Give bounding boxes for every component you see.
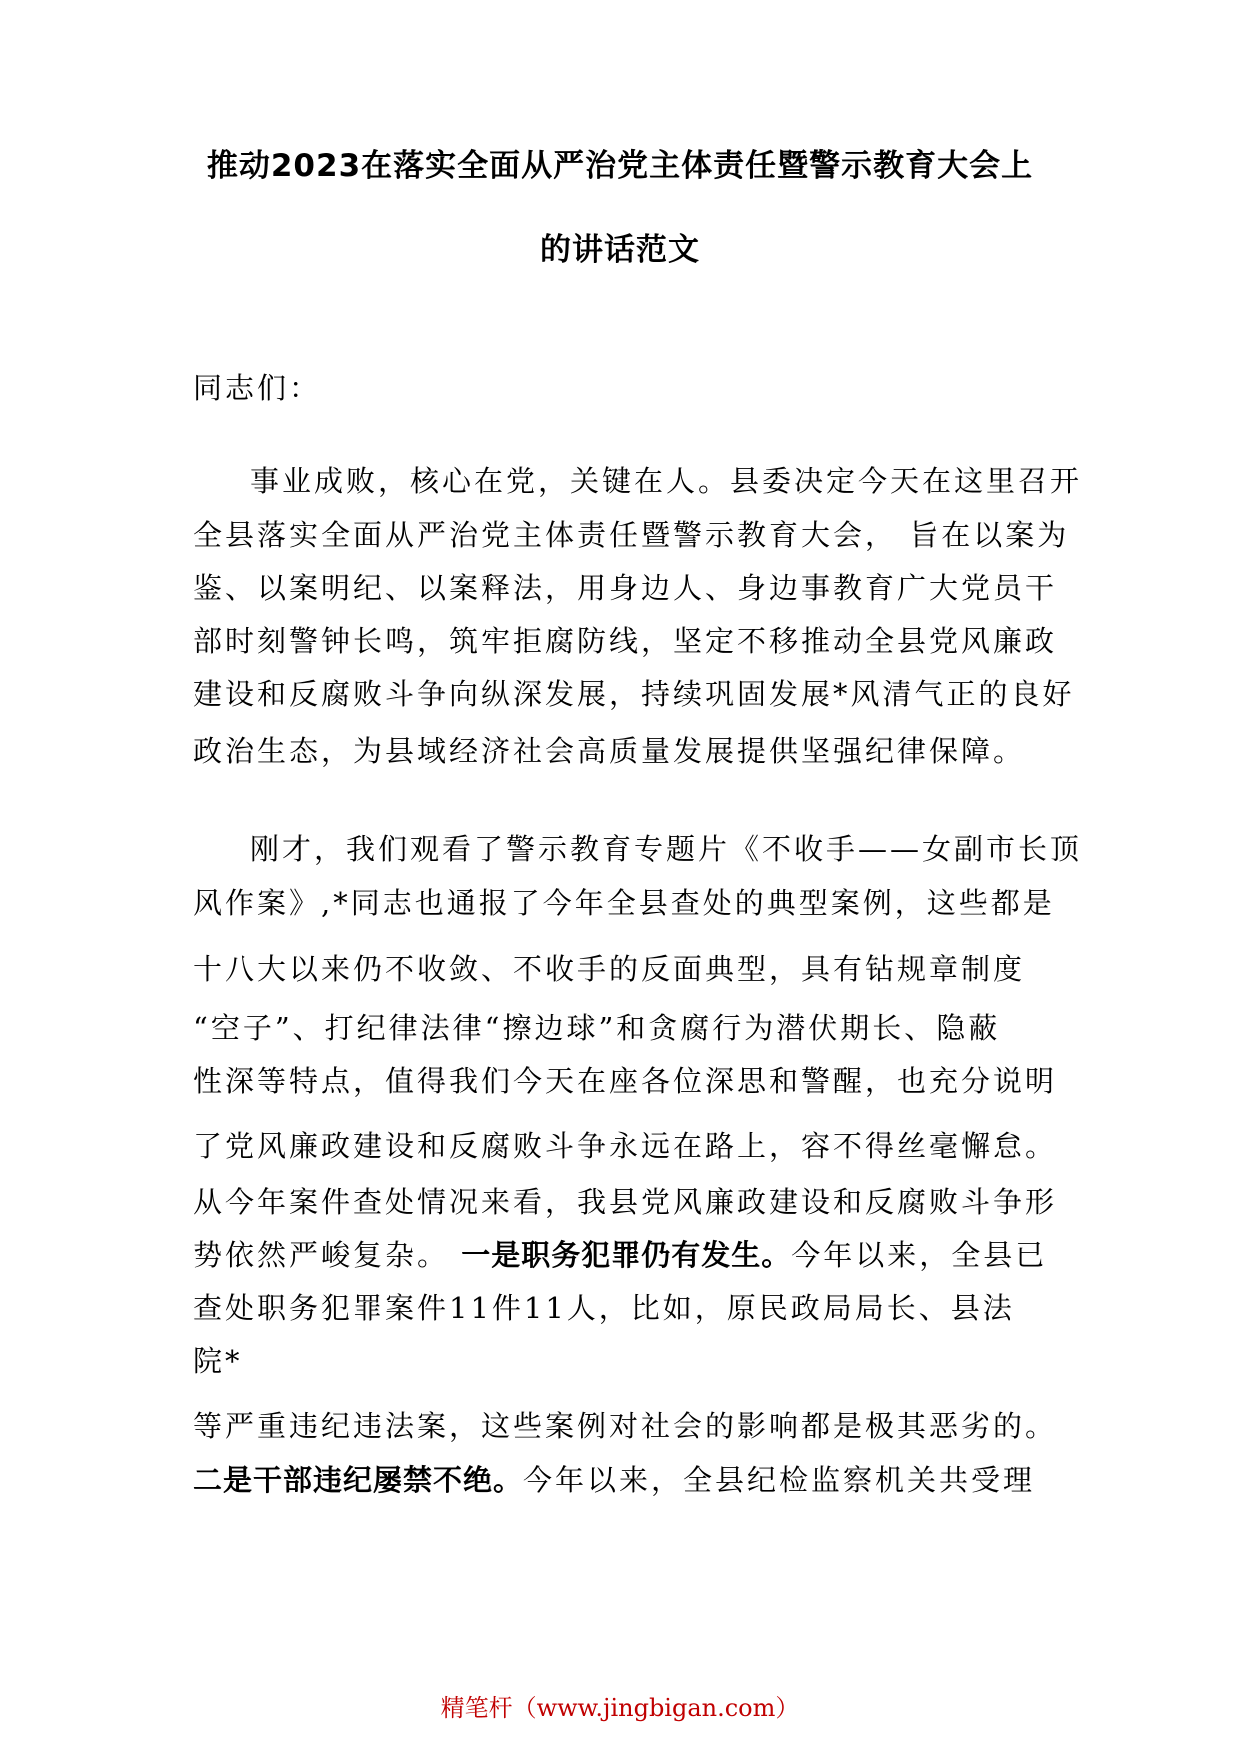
point1-line	[193, 1233, 1047, 1274]
document-title-line-2: 的讲话范文	[540, 232, 700, 268]
para2-line-2: 风作案》,*同志也通报了今年全县查处的典型案例，这些都是	[193, 886, 1055, 920]
point1-lead: 一是职务犯罪仍有发生。	[461, 1238, 792, 1272]
para2-line-5: 性深等特点，值得我们今天在座各位深思和警醒，也充分说明	[193, 1064, 1058, 1098]
para2-line-6: 了党风廉政建设和反腐败斗争永远在路上，容不得丝毫懈怠。	[193, 1129, 1058, 1163]
point2-lead: 二是干部违纪屡禁不绝。	[193, 1463, 524, 1497]
point2-line	[193, 1458, 1035, 1499]
para2-line-9: 查处职务犯罪案件11件11人，比如，原民政局局长、县法	[193, 1291, 1015, 1325]
para2-line-10: 院*	[193, 1344, 243, 1378]
para2-line-1: 刚才，我们观看了警示教育专题片《不收手——女副市长顶	[250, 832, 1083, 866]
para3-line-1: 等严重违纪违法案，这些案例对社会的影响都是极其恶劣的。	[193, 1409, 1058, 1443]
para1-line-6: 政治生态，为县域经济社会高质量发展提供坚强纪律保障。	[193, 734, 1026, 768]
para1-line-5: 建设和反腐败斗争向纵深发展，持续巩固发展*风清气正的良好	[193, 677, 1075, 711]
para1-line-3: 鉴、以案明纪、以案释法，用身边人、身边事教育广大党员干	[193, 571, 1058, 605]
para2-line-7: 从今年案件查处情况来看，我县党风廉政建设和反腐败斗争形	[193, 1185, 1058, 1219]
salutation: 同志们：	[193, 371, 322, 405]
para1-line-4: 部时刻警钟长鸣，筑牢拒腐防线，坚定不移推动全县党风廉政	[193, 624, 1058, 658]
para2-line-4: “空子”、打纪律法律“擦边球”和贪腐行为潜伏期长、隐蔽	[193, 1011, 1001, 1045]
para1-line-1: 事业成败，核心在党，关键在人。县委决定今天在这里召开	[250, 464, 1083, 498]
point1-post-text: 今年以来，全县已	[791, 1238, 1048, 1272]
document-title-line-1: 推动2023在落实全面从严治党主体责任暨警示教育大会上	[206, 148, 1034, 184]
point1-pre-text: 势依然严峻复杂。	[193, 1238, 450, 1272]
para1-line-2: 全县落实全面从严治党主体责任暨警示教育大会， 旨在以案为	[193, 518, 1070, 552]
para2-line-3: 十八大以来仍不收敛、不收手的反面典型，具有钻规章制度	[193, 952, 1026, 986]
point2-post-text: 今年以来，全县纪检监察机关共受理	[523, 1463, 1036, 1497]
footer-watermark: 精笔杆（www.jingbigan.com）	[440, 1694, 800, 1722]
